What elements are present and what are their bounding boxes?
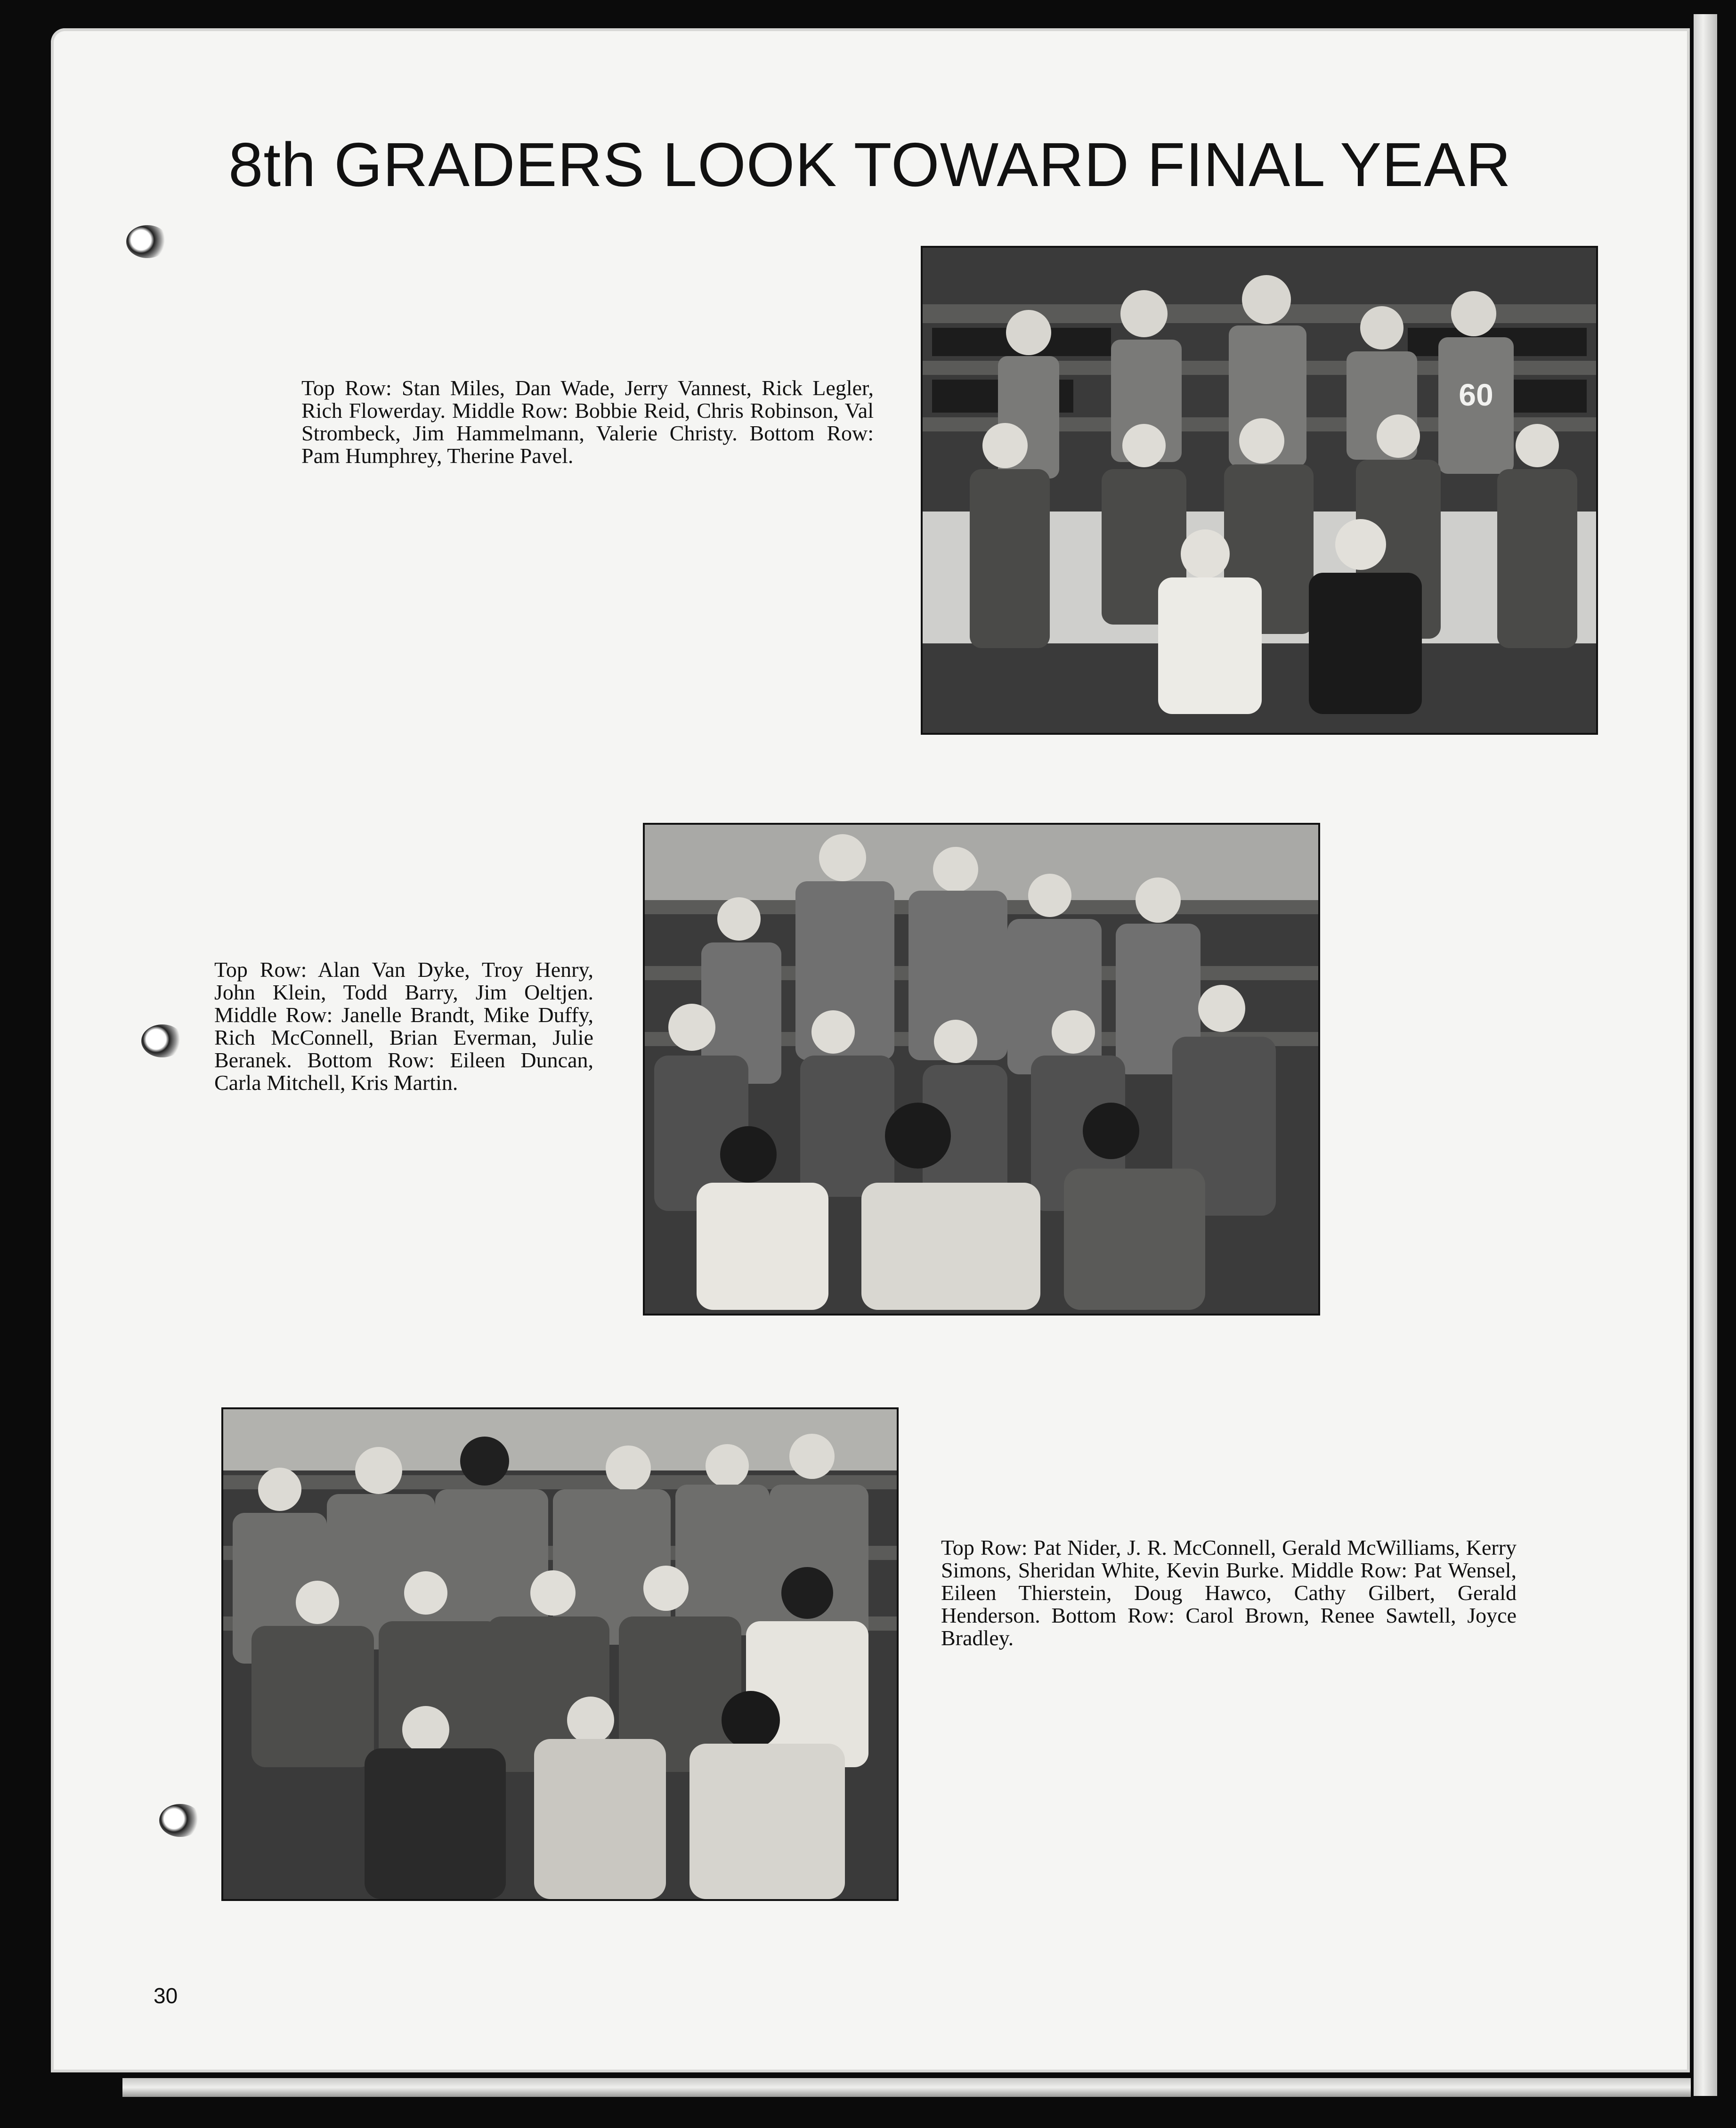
binder-hole — [159, 1804, 202, 1837]
page-edge-right — [1694, 14, 1717, 2096]
jersey-number: 60 — [1459, 377, 1493, 412]
class-photo-2 — [643, 823, 1320, 1316]
binder-hole — [141, 1024, 184, 1057]
photo-caption-1: Top Row: Stan Miles, Dan Wade, Jerry Vannest, Rick Legler, Rich Flowerday. Middle Row: Bobbie Reid, Chris Robinson, Val Strombeck, Jim Hammelmann, Valerie Christy. Bottom Row: Pam Humphrey, Therine Pavel. — [301, 376, 874, 468]
page-number: 30 — [154, 1983, 178, 2008]
class-photo-2-image — [645, 825, 1318, 1314]
class-photo-3-image — [223, 1409, 897, 1899]
photo-caption-3: Top Row: Pat Nider, J. R. McConnell, Gerald McWilliams, Kerry Simons, Sheridan White, Kevin Burke. Middle Row: Pat Wensel, Eileen Thierstein, Doug Hawco, Cathy Gilbert, Gerald Henderson. Bottom Row: Carol Brown, Renee Sawtell, Joyce Bradley. — [941, 1535, 1517, 1650]
page-title: 8th GRADERS LOOK TOWARD FINAL YEAR — [228, 130, 1511, 199]
class-photo-3 — [221, 1407, 899, 1901]
page-edge-bottom — [122, 2078, 1691, 2097]
binder-hole — [126, 225, 169, 258]
photo-caption-2: Top Row: Alan Van Dyke, Troy Henry, John Klein, Todd Barry, Jim Oeltjen. Middle Row: Janelle Brandt, Mike Duffy, Rich McConnell, Brian Everman, Julie Beranek. Bottom Row: Eileen Duncan, Carla Mitchell, Kris Martin. — [214, 958, 593, 1095]
class-photo-1 — [921, 246, 1598, 735]
class-photo-1-image — [923, 248, 1596, 733]
